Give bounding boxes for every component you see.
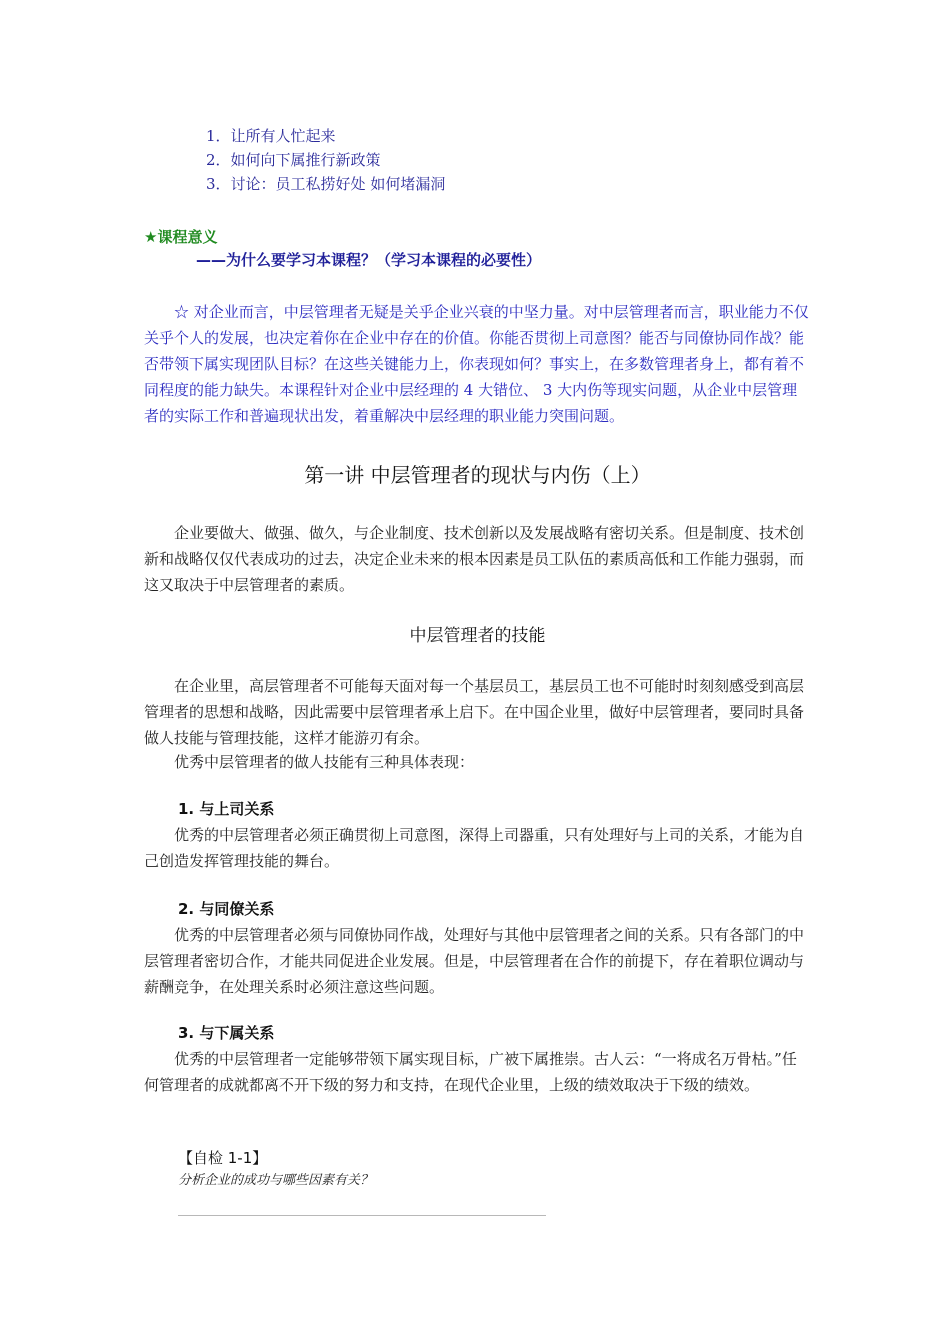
course-meaning-subtitle: ——为什么要学习本课程？（学习本课程的必要性） — [196, 251, 542, 269]
toc-item: 1．让所有人忙起来 — [206, 127, 336, 145]
lecture-title: 第一讲 中层管理者的现状与内伤（上） — [304, 463, 651, 487]
course-meaning-body: ☆ 对企业而言，中层管理者无疑是关乎企业兴衰的中坚力量。对中层管理者而言，职业能力不仅关乎个人的发展，也决定着你在企业中存在的价值。你能否贯彻上司意图？能否与同僚协同作战？能否带领下属实现团队目标？在这些关键能力上，你表现如何？事实上，在多数管理者身上，都有着不同程度的能力缺失。本课程针对企业中层经理的 4 大错位、 3 大内伤等现实问题，从企业中层管理者的实际工作和普遍现状出发，着重解决中层经理的职业能力突围问题。 — [144, 303, 809, 425]
point-title-subordinates: 3. 与下属关系 — [178, 1024, 275, 1042]
point-body-peers: 优秀的中层管理者必须与同僚协同作战，处理好与其他中层管理者之间的关系。只有各部门的中层管理者密切合作，才能共同促进企业发展。但是，中层管理者在合作的前提下，存在着职位调动与薪酬竞争，在处理关系时必须注意这些问题。 — [144, 926, 805, 996]
self-check-title: 【自检 1-1】 — [178, 1149, 268, 1167]
skills-intro-line: 优秀中层管理者的做人技能有三种具体表现： — [174, 753, 475, 771]
toc-item: 3．讨论：员工私捞好处 如何堵漏洞 — [206, 175, 446, 193]
point-title-peers: 2. 与同僚关系 — [178, 900, 275, 918]
point-title-superior: 1. 与上司关系 — [178, 800, 275, 818]
skills-paragraph: 在企业里，高层管理者不可能每天面对每一个基层员工，基层员工也不可能时时刻刻感受到高层管理者的思想和战略，因此需要中层管理者承上启下。在中国企业里，做好中层管理者，要同时具备做人技能与管理技能，这样才能游刃有余。 — [144, 677, 805, 747]
point-body-subordinates: 优秀的中层管理者一定能够带领下属实现目标，广被下属推崇。古人云：“一将成名万骨枯。”任何管理者的成就都离不开下级的努力和支持，在现代企业里，上级的绩效取决于下级的绩效。 — [144, 1050, 797, 1094]
point-body-superior: 优秀的中层管理者必须正确贯彻上司意图，深得上司器重，只有处理好与上司的关系，才能为自己创造发挥管理技能的舞台。 — [144, 826, 805, 870]
course-meaning-title: ★课程意义 — [144, 228, 218, 246]
lecture-intro-paragraph: 企业要做大、做强、做久，与企业制度、技术创新以及发展战略有密切关系。但是制度、技术创新和战略仅仅代表成功的过去，决定企业未来的根本因素是员工队伍的素质高低和工作能力强弱，而这又取决于中层管理者的素质。 — [144, 524, 805, 594]
skills-heading: 中层管理者的技能 — [409, 626, 546, 646]
toc-list — [206, 124, 445, 196]
answer-line — [178, 1215, 546, 1216]
toc-item: 2．如何向下属推行新政策 — [206, 151, 381, 169]
self-check-question: 分析企业的成功与哪些因素有关？ — [178, 1173, 374, 1188]
